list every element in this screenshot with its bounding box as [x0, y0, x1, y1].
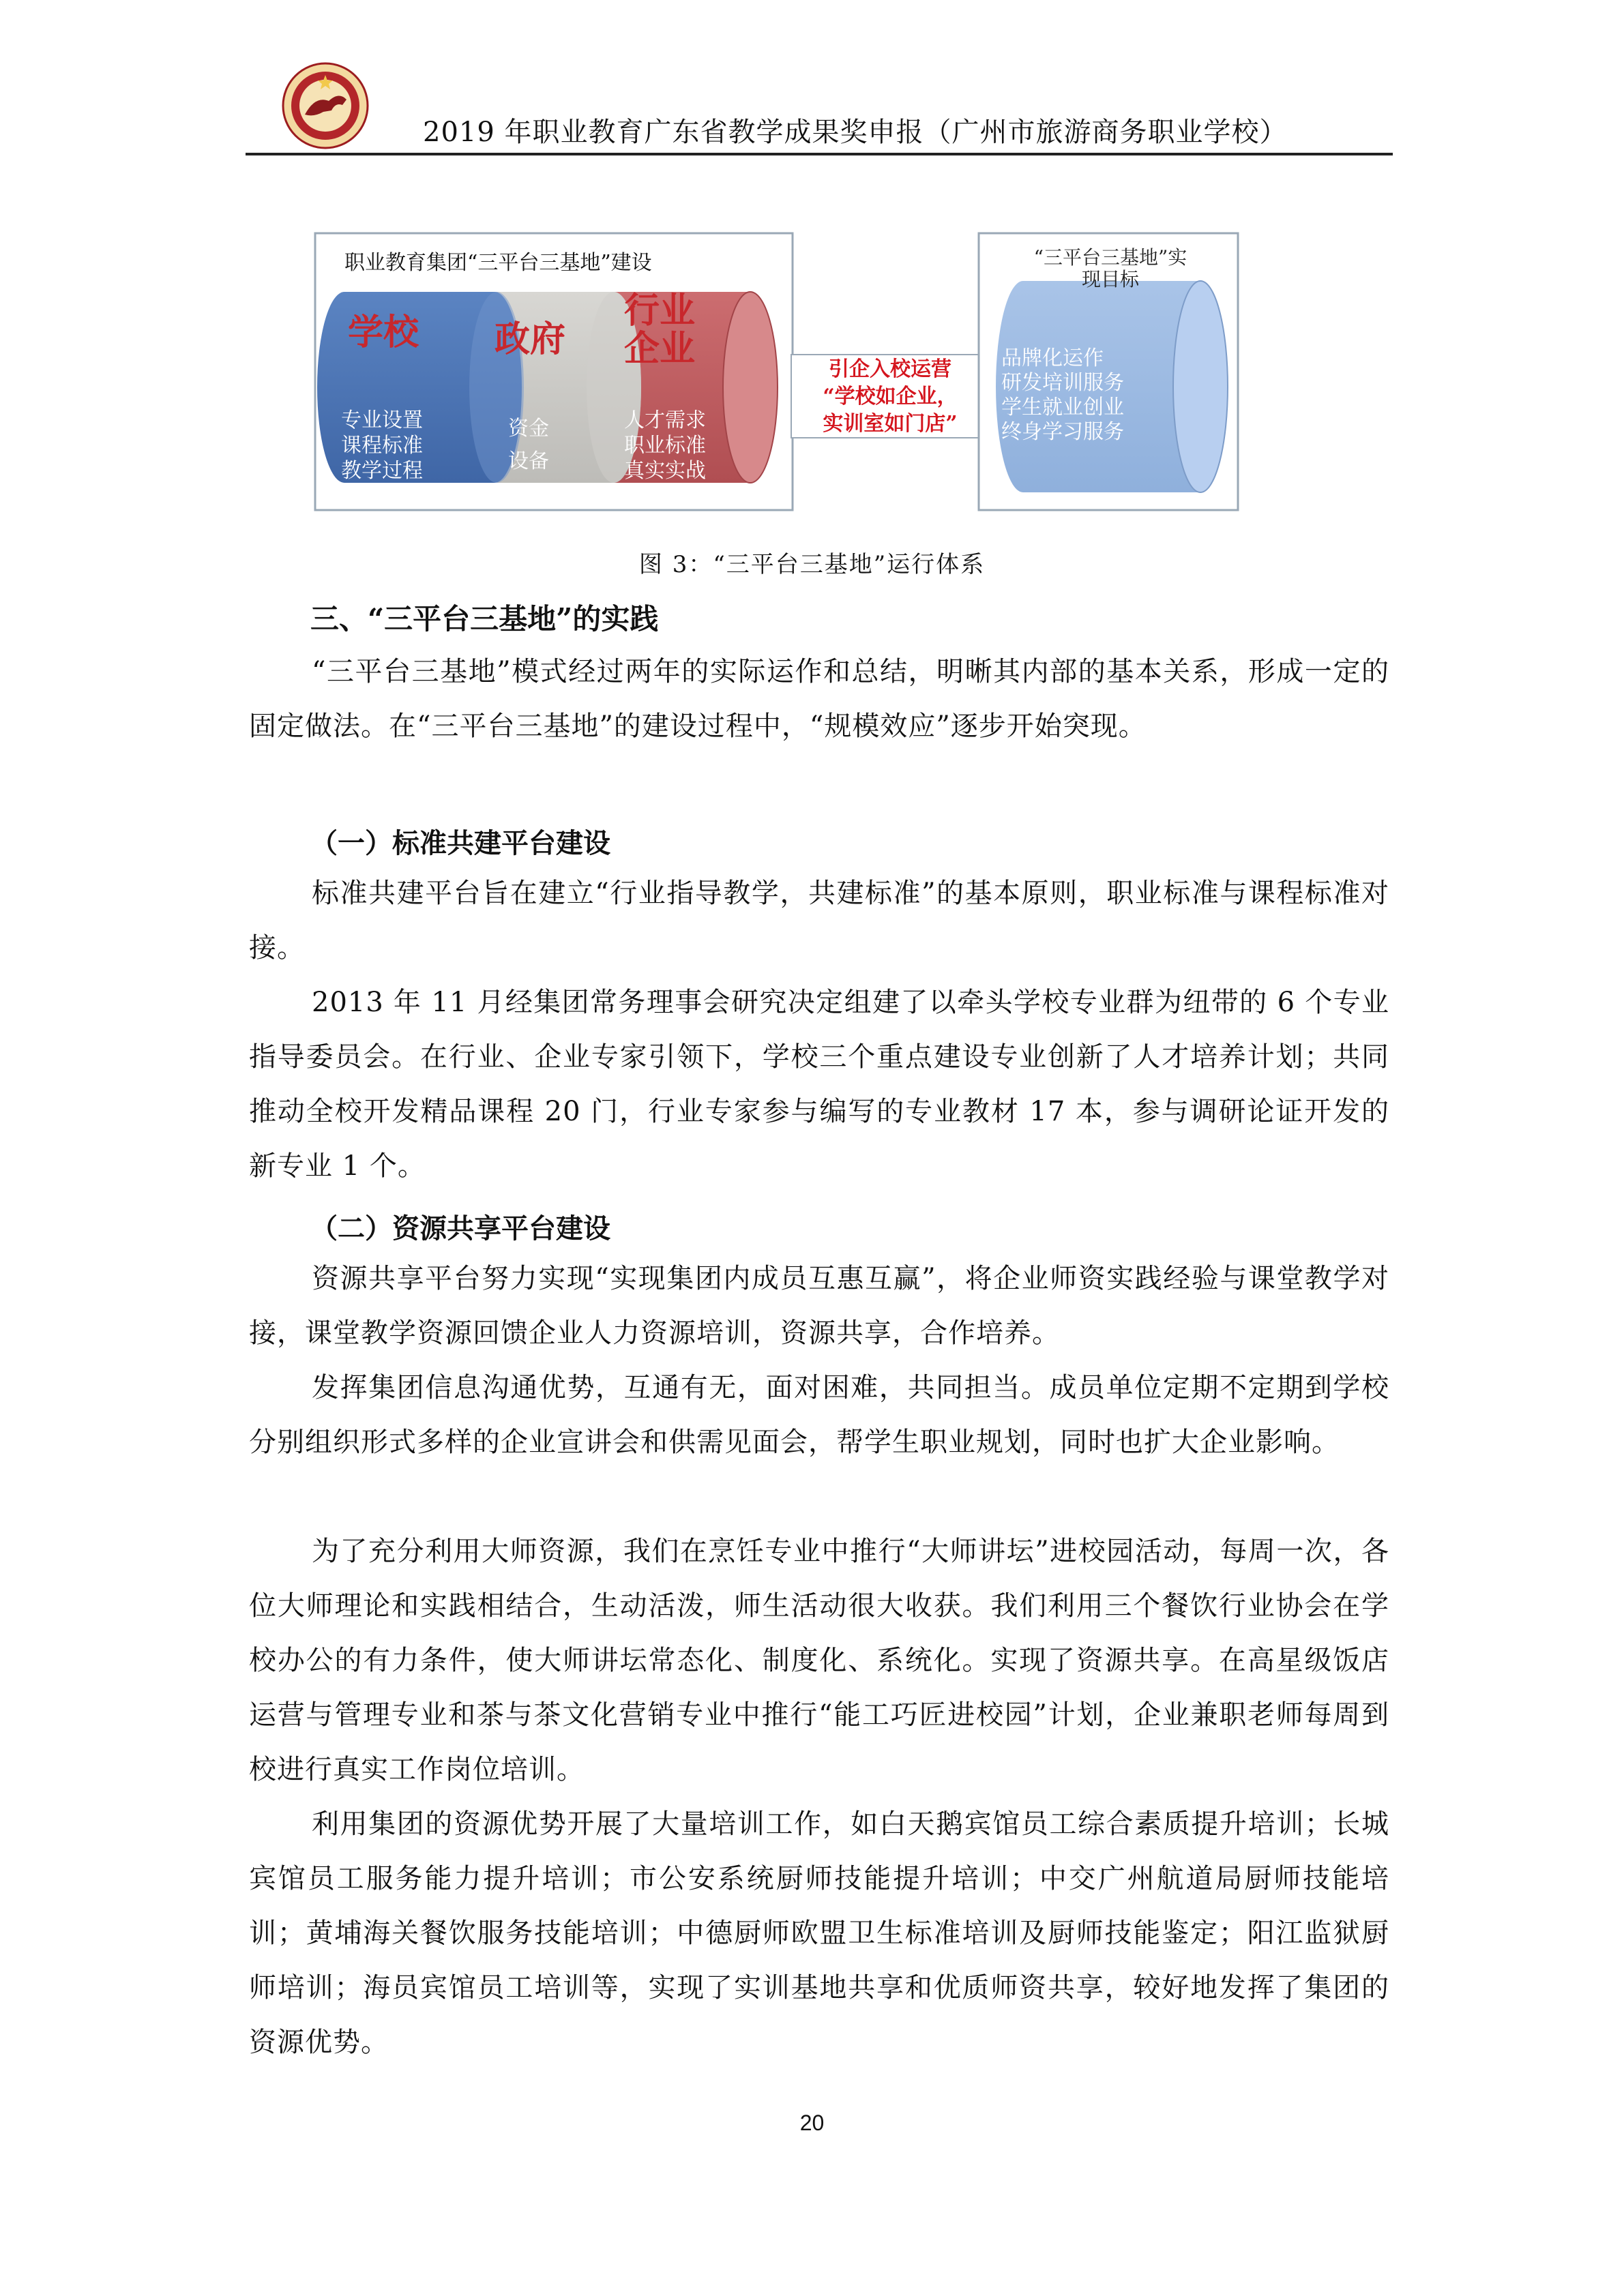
- government-title: 政府: [494, 318, 566, 360]
- school-title: 学校: [348, 312, 419, 353]
- subsection1-paragraph: 2013 年 11 月经集团常务理事会研究决定组建了以牵头学校专业群为纽带的 6 个专业指导委员会。在行业、企业专家引领下，学校三个重点建设专业创新了人才培养计划；共同推动全校开发精品课程 20 门，行业专家参与编写的专业教材 17 本，参与调研论证开发的新专业 1 个。: [249, 987, 1389, 1182]
- subsection2-paragraph: 发挥集团信息沟通优势，互通有无，面对困难，共同担当。成员单位定期不定期到学校分别组织形式多样的企业宣讲会和供需见面会，帮学生职业规划，同时也扩大企业影响。: [249, 1372, 1389, 1458]
- government-item: 资金: [508, 417, 549, 441]
- figure-caption: 图 3：“三平台三基地”运行体系: [638, 551, 986, 578]
- subsection2-paragraph: 利用集团的资源优势开展了大量培训工作，如白天鹅宾馆员工综合素质提升培训；长城宾馆员工服务能力提升培训；市公安系统厨师技能提升培训；中交广州航道局厨师技能培训；黄埔海关餐饮服务技能培训；中德厨师欧盟卫生标准培训及厨师技能鉴定；阳江监狱厨师培训；海员宾馆员工培训等，实现了实训基地共享和优质师资共享，较好地发挥了集团的资源优势。: [249, 1808, 1389, 2058]
- subsection2-paragraph: 为了充分利用大师资源，我们在烹饪专业中推行“大师讲坛”进校园活动，每周一次，各位大师理论和实践相结合，生动活泼，师生活动很大收获。我们利用三个餐饮行业协会在学校办公的有力条件，使大师讲坛常态化、制度化、系统化。实现了资源共享。在高星级饭店运营与管理专业和茶与茶文化营销专业中推行“能工巧匠进校园”计划，企业兼职老师每周到校进行真实工作岗位培训。: [249, 1536, 1389, 1785]
- connector-line: 引企入校运营: [829, 357, 951, 381]
- goal-items: [1001, 346, 1124, 445]
- industry-items: [624, 408, 706, 483]
- school-items: [341, 408, 423, 483]
- school-emblem-icon: [281, 61, 370, 150]
- industry-item: 职业标准: [624, 434, 706, 458]
- school-item: 专业设置: [341, 408, 423, 432]
- diagram-right-title: “三平台三基地”实 现目标: [1033, 246, 1187, 290]
- government-item: 设备: [508, 449, 549, 473]
- school-item: 课程标准: [341, 434, 423, 458]
- diagram-left-title: 职业教育集团“三平台三基地”建设: [344, 251, 652, 275]
- goal-item: 学生就业创业: [1001, 396, 1124, 419]
- header-rule: [246, 153, 1393, 155]
- goal-item: 品牌化运作: [1001, 346, 1104, 370]
- header-title: 2019 年职业教育广东省教学成果奖申报（广州市旅游商务职业学校）: [423, 117, 1288, 148]
- connector-line: “学校如企业，: [823, 385, 958, 408]
- connector-line: 实训室如门店”: [823, 412, 958, 436]
- government-items: [508, 413, 549, 478]
- section-heading: 三、“三平台三基地”的实践: [310, 602, 659, 636]
- industry-item: 真实实战: [624, 459, 706, 483]
- page-header: [246, 61, 1393, 157]
- subsection2-paragraph: 资源共享平台努力实现“实现集团内成员互惠互赢”，将企业师资实践经验与课堂教学对接，课堂教学资源回馈企业人力资源培训，资源共享，合作培养。: [249, 1263, 1389, 1349]
- subsection1-heading: （一）标准共建平台建设: [310, 827, 610, 859]
- school-item: 教学过程: [341, 459, 423, 483]
- subsection2-heading: （二）资源共享平台建设: [310, 1212, 610, 1244]
- subsection1-paragraph: 标准共建平台旨在建立“行业指导教学，共建标准”的基本原则，职业标准与课程标准对接。: [249, 878, 1389, 964]
- page-number: 20: [799, 2111, 825, 2135]
- three-platform-diagram: [314, 232, 1241, 518]
- industry-item: 人才需求: [624, 408, 706, 432]
- industry-title: 行业 企业: [624, 290, 696, 370]
- goal-item: 研发培训服务: [1001, 371, 1124, 395]
- goal-item: 终身学习服务: [1001, 420, 1124, 444]
- intro-paragraph: “三平台三基地”模式经过两年的实际运作和总结，明晰其内部的基本关系，形成一定的固定做法。在“三平台三基地”的建设过程中，“规模效应”逐步开始突现。: [249, 656, 1389, 742]
- connector-text: [805, 356, 975, 438]
